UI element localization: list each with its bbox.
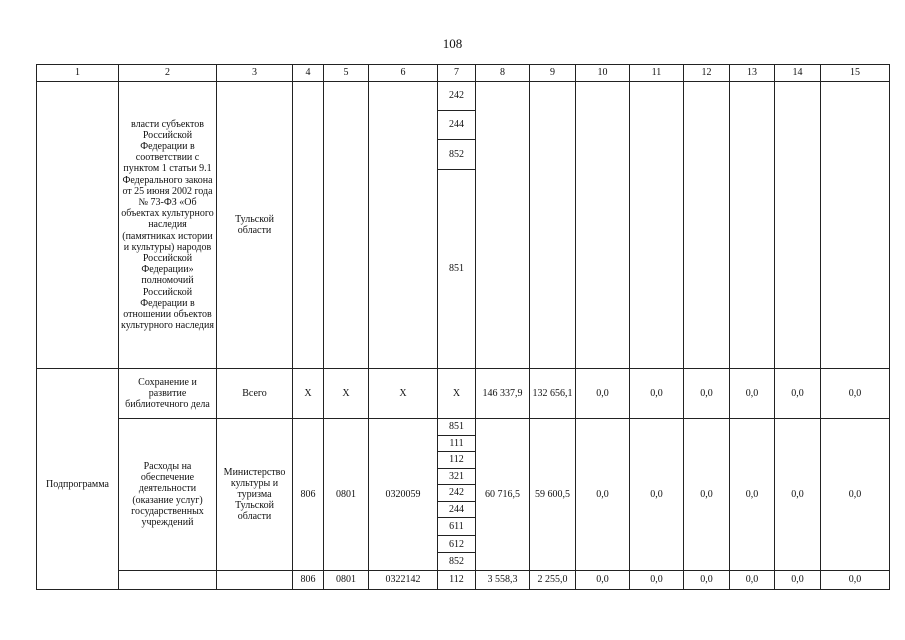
row2-col7: Х	[438, 369, 476, 419]
row2-col5: Х	[324, 369, 369, 419]
row4-col14: 0,0	[775, 571, 821, 590]
header-cell-6: 6	[369, 65, 438, 82]
row3-expense-type-codes	[438, 419, 476, 571]
row1-col12	[684, 82, 730, 369]
row2-col8: 146 337,9	[476, 369, 530, 419]
row1-activity-description: власти субъектов Российской Федерации в соответствии с пунктом 1 статьи 9.1 Федерального закона от 25 июня 2002 года № 73-ФЗ «Об объектах культурного наследия (памятниках истории и культуры) народов Российской Федерации» полномочий Российской Федерации в отношении объектов культурного наследия	[119, 82, 217, 369]
page-number: 108	[442, 36, 463, 51]
row2-col13: 0,0	[730, 369, 775, 419]
table-row	[37, 369, 890, 419]
row4-col2	[119, 571, 217, 590]
row3-col13: 0,0	[730, 419, 775, 571]
row3-activity-name: Расходы на обеспечение деятельности (оказание услуг) государственных учреждений	[119, 419, 217, 571]
row1-col10	[576, 82, 630, 369]
row1-col8	[476, 82, 530, 369]
header-cell-11: 11	[630, 65, 684, 82]
row3-col14: 0,0	[775, 419, 821, 571]
row3-col5: 0801	[324, 419, 369, 571]
row1-col6	[369, 82, 438, 369]
header-cell-2: 2	[119, 65, 217, 82]
row4-col3	[217, 571, 293, 590]
expense-code: 244	[438, 111, 475, 140]
table-row	[37, 571, 890, 590]
budget-table	[36, 64, 890, 590]
expense-code: 612	[438, 536, 475, 554]
row4-col10: 0,0	[576, 571, 630, 590]
header-cell-13: 13	[730, 65, 775, 82]
header-cell-15: 15	[821, 65, 890, 82]
row1-col15	[821, 82, 890, 369]
row3-col4: 806	[293, 419, 324, 571]
header-cell-1: 1	[37, 65, 119, 82]
header-cell-7: 7	[438, 65, 476, 82]
table-row	[37, 419, 890, 571]
expense-code: 321	[438, 469, 475, 486]
expense-code: 851	[449, 263, 464, 275]
header-cell-4: 4	[293, 65, 324, 82]
row2-col15: 0,0	[821, 369, 890, 419]
row2-col10: 0,0	[576, 369, 630, 419]
row3-executor: Министерство культуры и туризма Тульской области	[217, 419, 293, 571]
row2-col4: Х	[293, 369, 324, 419]
header-cell-3: 3	[217, 65, 293, 82]
expense-code: 112	[438, 452, 475, 469]
row4-col12: 0,0	[684, 571, 730, 590]
row4-col6: 0322142	[369, 571, 438, 590]
row2-col12: 0,0	[684, 369, 730, 419]
header-cell-5: 5	[324, 65, 369, 82]
row4-col5: 0801	[324, 571, 369, 590]
row2-col6: Х	[369, 369, 438, 419]
row2-program-level: Подпрограмма	[37, 369, 119, 590]
header-cell-12: 12	[684, 65, 730, 82]
row4-col4: 806	[293, 571, 324, 590]
row4-col8: 3 558,3	[476, 571, 530, 590]
row2-executor: Всего	[217, 369, 293, 419]
row2-col14: 0,0	[775, 369, 821, 419]
row4-col11: 0,0	[630, 571, 684, 590]
table-row	[37, 82, 890, 369]
header-cell-9: 9	[530, 65, 576, 82]
expense-code: 611	[438, 518, 475, 536]
row2-subprogram-name: Сохранение и развитие библиотечного дела	[119, 369, 217, 419]
row4-col7: 112	[438, 571, 476, 590]
row3-col9: 59 600,5	[530, 419, 576, 571]
row1-col5	[324, 82, 369, 369]
expense-code: 852	[438, 140, 475, 170]
row3-col6: 0320059	[369, 419, 438, 571]
expense-code: 852	[449, 556, 464, 568]
expense-code: 242	[438, 82, 475, 111]
row1-col1	[37, 82, 119, 369]
expense-code: 111	[438, 436, 475, 453]
row2-col11: 0,0	[630, 369, 684, 419]
expense-code: 244	[438, 502, 475, 519]
row1-col11	[630, 82, 684, 369]
row3-col10: 0,0	[576, 419, 630, 571]
row3-col8: 60 716,5	[476, 419, 530, 571]
header-cell-14: 14	[775, 65, 821, 82]
row4-col13: 0,0	[730, 571, 775, 590]
row3-col11: 0,0	[630, 419, 684, 571]
row1-col4	[293, 82, 324, 369]
header-cell-8: 8	[476, 65, 530, 82]
row2-col9: 132 656,1	[530, 369, 576, 419]
row1-col14	[775, 82, 821, 369]
expense-code: 242	[438, 485, 475, 502]
header-row	[37, 65, 890, 82]
row1-expense-type-codes	[438, 82, 476, 369]
row1-col13	[730, 82, 775, 369]
row1-executor: Тульской области	[217, 82, 293, 369]
expense-code: 851	[438, 419, 475, 436]
row4-col9: 2 255,0	[530, 571, 576, 590]
row4-col15: 0,0	[821, 571, 890, 590]
row3-col12: 0,0	[684, 419, 730, 571]
row1-col9	[530, 82, 576, 369]
row3-col15: 0,0	[821, 419, 890, 571]
header-cell-10: 10	[576, 65, 630, 82]
